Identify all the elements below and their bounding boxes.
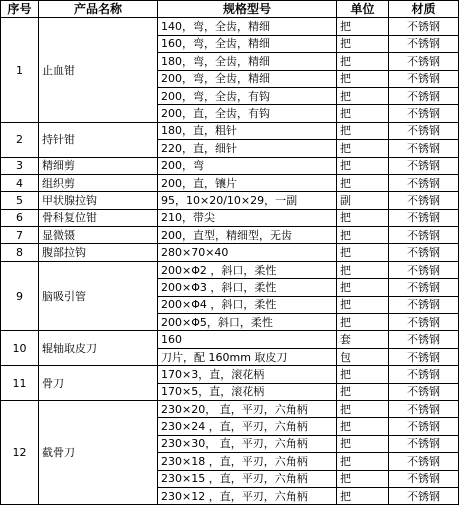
spec-model-cell: 200，直型，精细型，无齿: [158, 227, 337, 244]
spec-model-cell: 230×20， 直，平刃，六角柄: [158, 400, 337, 417]
unit-cell: 把: [337, 366, 389, 383]
material-cell: 不锈钢: [389, 453, 459, 470]
spec-model-cell: 160: [158, 331, 337, 348]
unit-cell: 把: [337, 157, 389, 174]
unit-cell: 把: [337, 122, 389, 139]
spec-model-cell: 200，弯: [158, 157, 337, 174]
material-cell: 不锈钢: [389, 418, 459, 435]
material-cell: 不锈钢: [389, 348, 459, 365]
unit-cell: 把: [337, 261, 389, 278]
product-name-cell: 腹部拉钩: [39, 244, 158, 261]
material-cell: 不锈钢: [389, 174, 459, 191]
unit-cell: 包: [337, 348, 389, 365]
table-row: [1, 244, 459, 261]
material-cell: 不锈钢: [389, 296, 459, 313]
product-name-cell: 骨科复位钳: [39, 209, 158, 226]
material-cell: 不锈钢: [389, 122, 459, 139]
material-cell: 不锈钢: [389, 487, 459, 504]
unit-cell: 把: [337, 244, 389, 261]
header-material: 材质: [389, 1, 459, 18]
unit-cell: 把: [337, 227, 389, 244]
product-name-cell: 截骨刀: [39, 400, 158, 504]
unit-cell: 把: [337, 418, 389, 435]
product-name-cell: 辊轴取皮刀: [39, 331, 158, 366]
serial-number-cell: 6: [1, 209, 39, 226]
serial-number-cell: 9: [1, 261, 39, 331]
material-cell: 不锈钢: [389, 279, 459, 296]
unit-cell: 把: [337, 453, 389, 470]
serial-number-cell: 12: [1, 400, 39, 504]
spec-model-cell: 170×5，直，滚花柄: [158, 383, 337, 400]
unit-cell: 把: [337, 35, 389, 52]
spec-model-cell: 220，直，细针: [158, 140, 337, 157]
unit-cell: 把: [337, 140, 389, 157]
spec-model-cell: 170×3，直，滚花柄: [158, 366, 337, 383]
table-row: [1, 261, 459, 278]
table-row: [1, 18, 459, 35]
spec-model-cell: 200×Φ4 ，斜口，柔性: [158, 296, 337, 313]
table-row: [1, 331, 459, 348]
spec-model-cell: 200×Φ2 ，斜口，柔性: [158, 261, 337, 278]
material-cell: 不锈钢: [389, 366, 459, 383]
header-unit: 单位: [337, 1, 389, 18]
unit-cell: 把: [337, 487, 389, 504]
material-cell: 不锈钢: [389, 261, 459, 278]
product-name-cell: 脑吸引管: [39, 261, 158, 331]
unit-cell: 把: [337, 314, 389, 331]
product-name-cell: 精细剪: [39, 157, 158, 174]
spec-model-cell: 230×24 ，直，平刃，六角柄: [158, 418, 337, 435]
material-cell: 不锈钢: [389, 192, 459, 209]
table-row: [1, 227, 459, 244]
product-name-cell: 显微镊: [39, 227, 158, 244]
spec-model-cell: 200×Φ3 ，斜口，柔性: [158, 279, 337, 296]
spec-model-cell: 95，10×20/10×29，一副: [158, 192, 337, 209]
material-cell: 不锈钢: [389, 383, 459, 400]
table-row: [1, 122, 459, 139]
unit-cell: 把: [337, 105, 389, 122]
unit-cell: 副: [337, 192, 389, 209]
spec-model-cell: 140，弯，全齿，精细: [158, 18, 337, 35]
material-cell: 不锈钢: [389, 244, 459, 261]
product-name-cell: 持针钳: [39, 122, 158, 157]
serial-number-cell: 11: [1, 366, 39, 401]
unit-cell: 把: [337, 18, 389, 35]
spec-model-cell: 230×18 ，直，平刃，六角柄: [158, 453, 337, 470]
serial-number-cell: 1: [1, 18, 39, 122]
spec-model-cell: 200，弯，全齿，有钩: [158, 87, 337, 104]
serial-number-cell: 5: [1, 192, 39, 209]
table-row: [1, 174, 459, 191]
table-row: [1, 209, 459, 226]
serial-number-cell: 2: [1, 122, 39, 157]
spec-model-cell: 160，弯，全齿，精细: [158, 35, 337, 52]
serial-number-cell: 7: [1, 227, 39, 244]
material-cell: 不锈钢: [389, 70, 459, 87]
table-row: [1, 192, 459, 209]
serial-number-cell: 10: [1, 331, 39, 366]
spec-model-cell: 180，弯，全齿，精细: [158, 53, 337, 70]
material-cell: 不锈钢: [389, 435, 459, 452]
spec-model-cell: 200，直，全齿，有钩: [158, 105, 337, 122]
spec-model-cell: 200，直，镶片: [158, 174, 337, 191]
spec-model-cell: 210，带尖: [158, 209, 337, 226]
material-cell: 不锈钢: [389, 331, 459, 348]
table-row: [1, 157, 459, 174]
header-product-name: 产品名称: [39, 1, 158, 18]
unit-cell: 把: [337, 70, 389, 87]
material-cell: 不锈钢: [389, 87, 459, 104]
material-cell: 不锈钢: [389, 314, 459, 331]
unit-cell: 把: [337, 435, 389, 452]
unit-cell: 把: [337, 174, 389, 191]
product-name-cell: 骨刀: [39, 366, 158, 401]
spec-model-cell: 180，直，粗针: [158, 122, 337, 139]
unit-cell: 把: [337, 209, 389, 226]
material-cell: 不锈钢: [389, 53, 459, 70]
spec-model-cell: 230×12 ，直，平刃，六角柄: [158, 487, 337, 504]
material-cell: 不锈钢: [389, 209, 459, 226]
material-cell: 不锈钢: [389, 470, 459, 487]
serial-number-cell: 3: [1, 157, 39, 174]
material-cell: 不锈钢: [389, 400, 459, 417]
unit-cell: 把: [337, 470, 389, 487]
spec-model-cell: 刀片，配 160mm 取皮刀: [158, 348, 337, 365]
header-serial-no: 序号: [1, 1, 39, 18]
unit-cell: 把: [337, 279, 389, 296]
unit-cell: 把: [337, 296, 389, 313]
spec-model-cell: 200，弯，全齿，精细: [158, 70, 337, 87]
table-row: [1, 366, 459, 383]
material-cell: 不锈钢: [389, 140, 459, 157]
product-name-cell: 甲状腺拉钩: [39, 192, 158, 209]
unit-cell: 把: [337, 383, 389, 400]
product-name-cell: 组织剪: [39, 174, 158, 191]
material-cell: 不锈钢: [389, 18, 459, 35]
header-spec-model: 规格型号: [158, 1, 337, 18]
spec-model-cell: 230×30， 直，平刃，六角柄: [158, 435, 337, 452]
spec-model-cell: 280×70×40: [158, 244, 337, 261]
unit-cell: 套: [337, 331, 389, 348]
spec-model-cell: 200×Φ5，斜口，柔性: [158, 314, 337, 331]
serial-number-cell: 4: [1, 174, 39, 191]
material-cell: 不锈钢: [389, 157, 459, 174]
material-cell: 不锈钢: [389, 105, 459, 122]
unit-cell: 把: [337, 87, 389, 104]
unit-cell: 把: [337, 400, 389, 417]
serial-number-cell: 8: [1, 244, 39, 261]
product-name-cell: 止血钳: [39, 18, 158, 122]
table-row: [1, 400, 459, 417]
spec-model-cell: 230×15 ，直，平刃，六角柄: [158, 470, 337, 487]
header-row: [1, 1, 459, 18]
material-cell: 不锈钢: [389, 35, 459, 52]
unit-cell: 把: [337, 53, 389, 70]
table-body: [1, 18, 459, 505]
material-cell: 不锈钢: [389, 227, 459, 244]
